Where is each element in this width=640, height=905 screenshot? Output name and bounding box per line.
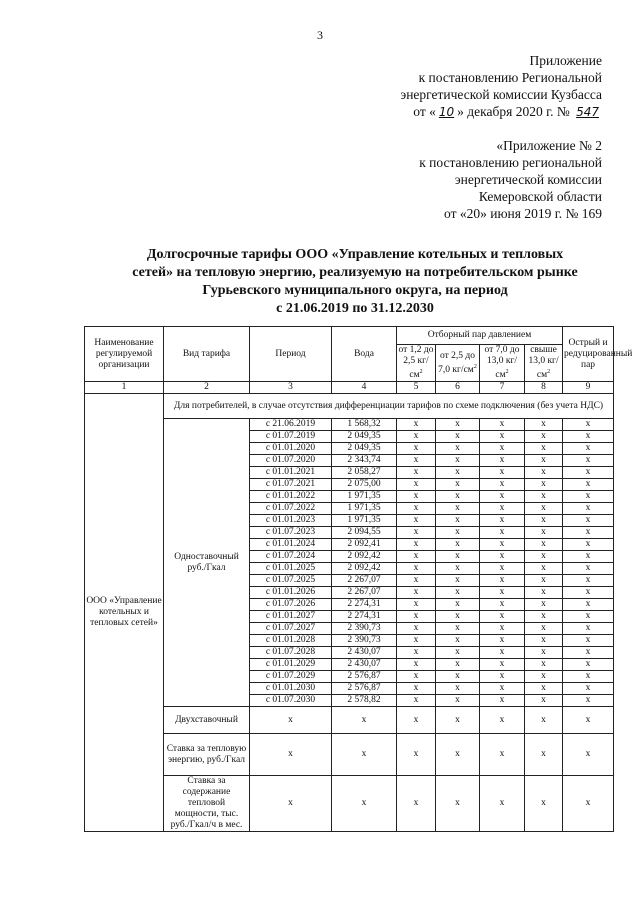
title-line: Долгосрочные тарифы ООО «Управление котельных и тепловых (146, 247, 564, 262)
x-cell: х (480, 539, 525, 551)
col-number: 2 (164, 382, 250, 394)
x-cell: х (563, 503, 614, 515)
water-value-cell: 2 049,35 (332, 431, 397, 443)
x-cell: х (525, 491, 563, 503)
x-cell: х (525, 467, 563, 479)
period-cell: с 01.07.2029 (250, 671, 332, 683)
x-cell: х (480, 419, 525, 431)
appendix-2-header (419, 137, 602, 222)
x-cell: х (250, 776, 332, 832)
period-cell: с 01.01.2028 (250, 635, 332, 647)
x-cell: х (397, 776, 436, 832)
x-cell: х (436, 659, 480, 671)
appendix-line: «Приложение № 2 (496, 138, 602, 153)
x-cell: х (563, 659, 614, 671)
x-cell: х (525, 575, 563, 587)
col-number: 8 (525, 382, 563, 394)
x-cell: х (436, 467, 480, 479)
x-cell: х (436, 647, 480, 659)
appendix-line: к постановлению Региональной (418, 70, 602, 85)
period-cell: с 01.07.2022 (250, 503, 332, 515)
water-value-cell: 1 971,35 (332, 491, 397, 503)
water-value-cell: 2 092,41 (332, 539, 397, 551)
appendix-line: к постановлению региональной (419, 155, 602, 170)
x-cell: х (397, 611, 436, 623)
x-cell: х (397, 419, 436, 431)
appendix-line: Приложение (529, 53, 602, 68)
water-value-cell: 2 576,87 (332, 683, 397, 695)
period-cell: с 01.07.2026 (250, 599, 332, 611)
x-cell: х (525, 527, 563, 539)
water-value-cell: 2 094,55 (332, 527, 397, 539)
superscript: 2 (473, 363, 477, 370)
x-cell: х (480, 431, 525, 443)
x-cell: х (563, 707, 614, 734)
x-cell: х (436, 776, 480, 832)
period-cell: с 01.01.2027 (250, 611, 332, 623)
water-value-cell: 2 390,73 (332, 623, 397, 635)
x-cell: х (563, 539, 614, 551)
x-cell: х (436, 575, 480, 587)
x-cell: х (480, 683, 525, 695)
x-cell: х (397, 467, 436, 479)
pressure-label: свыше 13,0 кг/см (528, 345, 559, 381)
x-cell: х (480, 551, 525, 563)
water-value-cell: 1 971,35 (332, 515, 397, 527)
period-cell: с 01.07.2024 (250, 551, 332, 563)
x-cell: х (397, 575, 436, 587)
x-cell: х (332, 776, 397, 832)
x-cell: х (332, 734, 397, 776)
x-cell: х (250, 734, 332, 776)
appendix-header (400, 52, 602, 121)
x-cell: х (525, 455, 563, 467)
x-cell: х (397, 623, 436, 635)
appendix-line: от «20» июня 2019 г. № 169 (444, 206, 602, 221)
x-cell: х (525, 515, 563, 527)
x-cell: х (436, 455, 480, 467)
x-cell: х (436, 443, 480, 455)
x-cell: х (397, 707, 436, 734)
header-org: Наименование регулируемой организации (85, 327, 164, 382)
x-cell: х (480, 527, 525, 539)
x-cell: х (397, 539, 436, 551)
pressure-label: от 7,0 до 13,0 кг/см (484, 345, 520, 381)
x-cell: х (525, 695, 563, 707)
x-cell: х (397, 551, 436, 563)
period-cell: с 01.01.2029 (250, 659, 332, 671)
x-cell: х (397, 515, 436, 527)
rate-label: Ставка за тепловую энергию, руб./Гкал (164, 734, 250, 776)
x-cell: х (525, 659, 563, 671)
x-cell: х (563, 611, 614, 623)
x-cell: х (563, 776, 614, 832)
x-cell: х (563, 695, 614, 707)
x-cell: х (563, 563, 614, 575)
x-cell: х (480, 611, 525, 623)
x-cell: х (480, 707, 525, 734)
handwritten-day: 10 (438, 105, 455, 119)
period-cell: с 01.07.2019 (250, 431, 332, 443)
x-cell: х (397, 587, 436, 599)
x-cell: х (332, 707, 397, 734)
x-cell: х (397, 431, 436, 443)
x-cell: х (480, 503, 525, 515)
period-cell: с 01.01.2025 (250, 563, 332, 575)
water-value-cell: 1 568,32 (332, 419, 397, 431)
period-cell: с 01.01.2020 (250, 443, 332, 455)
x-cell: х (563, 734, 614, 776)
header-period: Период (250, 327, 332, 382)
x-cell: х (397, 455, 436, 467)
x-cell: х (525, 611, 563, 623)
x-cell: х (397, 491, 436, 503)
x-cell: х (563, 527, 614, 539)
period-cell: с 01.01.2030 (250, 683, 332, 695)
water-value-cell: 2 274,31 (332, 599, 397, 611)
x-cell: х (525, 623, 563, 635)
date-prefix: от « (413, 104, 436, 119)
x-cell: х (525, 635, 563, 647)
tariff-table (84, 326, 633, 832)
header-pressure-3 (480, 345, 525, 382)
x-cell: х (480, 635, 525, 647)
water-value-cell: 2 274,31 (332, 611, 397, 623)
document-title (95, 246, 615, 318)
x-cell: х (397, 527, 436, 539)
period-cell: с 01.07.2023 (250, 527, 332, 539)
header-pressure-1 (397, 345, 436, 382)
x-cell: х (563, 515, 614, 527)
x-cell: х (436, 587, 480, 599)
water-value-cell: 1 971,35 (332, 503, 397, 515)
col-number: 5 (397, 382, 436, 394)
x-cell: х (397, 647, 436, 659)
col-number: 6 (436, 382, 480, 394)
x-cell: х (525, 503, 563, 515)
x-cell: х (525, 707, 563, 734)
x-cell: х (480, 467, 525, 479)
title-line: с 21.06.2019 по 31.12.2030 (276, 301, 434, 316)
x-cell: х (525, 671, 563, 683)
header-tariff-type: Вид тарифа (164, 327, 250, 382)
x-cell: х (480, 659, 525, 671)
header-pressure-2 (436, 345, 480, 382)
table-row (85, 419, 614, 431)
x-cell: х (525, 551, 563, 563)
x-cell: х (397, 671, 436, 683)
header-pressure-4 (525, 345, 563, 382)
x-cell: х (480, 491, 525, 503)
water-value-cell: 2 075,00 (332, 479, 397, 491)
period-cell: с 01.07.2021 (250, 479, 332, 491)
x-cell: х (397, 563, 436, 575)
x-cell: х (525, 587, 563, 599)
col-number: 3 (250, 382, 332, 394)
x-cell: х (436, 551, 480, 563)
header-sharp-steam: Острый и редуцированный пар (563, 327, 614, 382)
appendix-date-line (400, 103, 602, 121)
x-cell: х (563, 587, 614, 599)
x-cell: х (563, 683, 614, 695)
superscript: 2 (547, 369, 551, 375)
water-value-cell: 2 092,42 (332, 563, 397, 575)
superscript: 2 (505, 369, 509, 375)
x-cell: х (525, 776, 563, 832)
x-cell: х (397, 695, 436, 707)
water-value-cell: 2 049,35 (332, 443, 397, 455)
consumer-note: Для потребителей, в случае отсутствия дифференциации тарифов по схеме подключения (без учета НДС) (164, 394, 614, 419)
x-cell: х (480, 599, 525, 611)
pressure-label: от 1,2 до 2,5 кг/см (398, 345, 434, 381)
x-cell: х (563, 623, 614, 635)
x-cell: х (525, 431, 563, 443)
x-cell: х (436, 695, 480, 707)
x-cell: х (563, 599, 614, 611)
single-rate-label: Одноставочный руб./Гкал (164, 419, 250, 707)
header-steam-group: Отборный пар давлением (397, 327, 563, 345)
water-value-cell: 2 578,82 (332, 695, 397, 707)
x-cell: х (250, 707, 332, 734)
x-cell: х (436, 503, 480, 515)
rate-label: Двухставочный (164, 707, 250, 734)
rate-label: Ставка за содержание тепловой мощности, тыс. руб./Гкал/ч в мес. (164, 776, 250, 832)
x-cell: х (436, 683, 480, 695)
water-value-cell: 2 343,74 (332, 455, 397, 467)
x-cell: х (436, 431, 480, 443)
x-cell: х (436, 734, 480, 776)
x-cell: х (480, 647, 525, 659)
appendix-line: энергетической комиссии Кузбасса (400, 87, 602, 102)
x-cell: х (563, 635, 614, 647)
x-cell: х (563, 671, 614, 683)
x-cell: х (563, 455, 614, 467)
period-cell: с 01.01.2023 (250, 515, 332, 527)
x-cell: х (436, 527, 480, 539)
water-value-cell: 2 390,73 (332, 635, 397, 647)
x-cell: х (480, 587, 525, 599)
x-cell: х (525, 479, 563, 491)
x-cell: х (563, 419, 614, 431)
period-cell: с 01.01.2021 (250, 467, 332, 479)
x-cell: х (480, 623, 525, 635)
period-cell: с 01.07.2028 (250, 647, 332, 659)
x-cell: х (397, 635, 436, 647)
superscript: 2 (419, 369, 423, 375)
water-value-cell: 2 576,87 (332, 671, 397, 683)
period-cell: с 21.06.2019 (250, 419, 332, 431)
x-cell: х (480, 515, 525, 527)
x-cell: х (397, 479, 436, 491)
x-cell: х (436, 515, 480, 527)
water-value-cell: 2 430,07 (332, 659, 397, 671)
x-cell: х (436, 623, 480, 635)
date-suffix: » декабря 2020 г. № (457, 104, 570, 119)
x-cell: х (436, 599, 480, 611)
x-cell: х (480, 734, 525, 776)
x-cell: х (480, 455, 525, 467)
org-name-cell: ООО «Управление котельных и тепловых сетей» (85, 394, 164, 832)
x-cell: х (480, 776, 525, 832)
x-cell: х (563, 647, 614, 659)
x-cell: х (563, 551, 614, 563)
period-cell: с 01.07.2025 (250, 575, 332, 587)
water-value-cell: 2 267,07 (332, 575, 397, 587)
period-cell: с 01.01.2022 (250, 491, 332, 503)
x-cell: х (436, 539, 480, 551)
x-cell: х (397, 503, 436, 515)
x-cell: х (480, 479, 525, 491)
water-value-cell: 2 092,42 (332, 551, 397, 563)
header-water: Вода (332, 327, 397, 382)
handwritten-number: 547 (576, 105, 599, 119)
water-value-cell: 2 430,07 (332, 647, 397, 659)
water-value-cell: 2 058,27 (332, 467, 397, 479)
x-cell: х (397, 659, 436, 671)
x-cell: х (563, 479, 614, 491)
title-line: сетей» на тепловую энергию, реализуемую на потребительском рынке (132, 265, 578, 280)
x-cell: х (436, 707, 480, 734)
x-cell: х (397, 443, 436, 455)
energy-rate-row (85, 734, 614, 776)
appendix-line: Кемеровской области (478, 189, 602, 204)
appendix-line: энергетической комиссии (454, 172, 602, 187)
period-cell: с 01.07.2027 (250, 623, 332, 635)
x-cell: х (436, 491, 480, 503)
x-cell: х (436, 635, 480, 647)
x-cell: х (525, 443, 563, 455)
x-cell: х (525, 419, 563, 431)
x-cell: х (525, 563, 563, 575)
period-cell: с 01.01.2026 (250, 587, 332, 599)
x-cell: х (525, 539, 563, 551)
col-number: 4 (332, 382, 397, 394)
x-cell: х (563, 467, 614, 479)
x-cell: х (397, 683, 436, 695)
x-cell: х (397, 734, 436, 776)
x-cell: х (480, 575, 525, 587)
x-cell: х (480, 695, 525, 707)
x-cell: х (436, 671, 480, 683)
x-cell: х (436, 419, 480, 431)
x-cell: х (436, 611, 480, 623)
x-cell: х (563, 443, 614, 455)
x-cell: х (397, 599, 436, 611)
x-cell: х (480, 671, 525, 683)
period-cell: с 01.07.2020 (250, 455, 332, 467)
pressure-label: от 2,5 до 7,0 кг/см (438, 350, 475, 375)
period-cell: с 01.07.2030 (250, 695, 332, 707)
capacity-rate-row (85, 776, 614, 832)
x-cell: х (563, 575, 614, 587)
col-number: 1 (85, 382, 164, 394)
col-number: 7 (480, 382, 525, 394)
x-cell: х (436, 563, 480, 575)
x-cell: х (436, 479, 480, 491)
x-cell: х (480, 563, 525, 575)
page-number: 3 (317, 28, 323, 42)
x-cell: х (480, 443, 525, 455)
x-cell: х (525, 647, 563, 659)
period-cell: с 01.01.2024 (250, 539, 332, 551)
x-cell: х (563, 491, 614, 503)
two-rate-row (85, 707, 614, 734)
title-line: Гурьевского муниципального округа, на период (202, 283, 508, 298)
x-cell: х (525, 599, 563, 611)
x-cell: х (563, 431, 614, 443)
x-cell: х (525, 734, 563, 776)
col-number: 9 (563, 382, 614, 394)
x-cell: х (525, 683, 563, 695)
water-value-cell: 2 267,07 (332, 587, 397, 599)
